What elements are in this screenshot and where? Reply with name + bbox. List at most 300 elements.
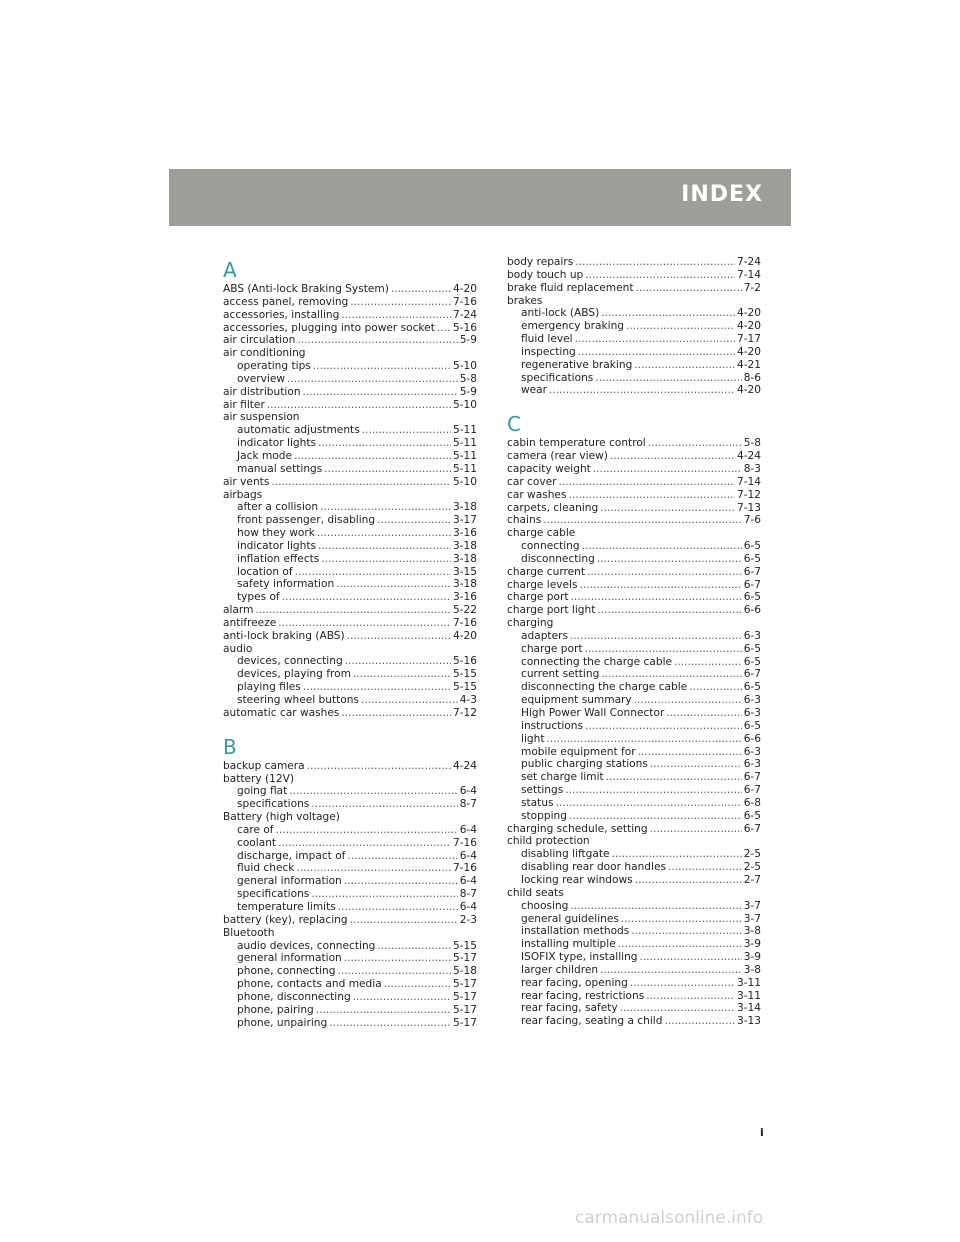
- leader-dots: [267, 399, 451, 412]
- index-entry: [223, 617, 477, 630]
- leader-dots: [350, 296, 451, 309]
- entry-page: 7-14: [736, 475, 761, 488]
- entry-page: 3-18: [452, 501, 477, 514]
- leader-dots: [635, 282, 741, 295]
- leader-dots: [320, 501, 451, 514]
- entry-page: 4-20: [736, 384, 761, 397]
- entry-page: 6-4: [459, 875, 477, 888]
- entry-page: 7-16: [452, 616, 477, 629]
- leader-dots: [575, 333, 735, 346]
- index-subentry: [507, 320, 761, 333]
- entry-page: 4-3: [459, 694, 477, 706]
- page-number: i: [760, 1126, 764, 1139]
- entry-page: 8-6: [743, 371, 761, 384]
- entry-page: 5-17: [452, 952, 477, 965]
- entry-label: carpets, cleaning: [507, 501, 599, 514]
- entry-page: 3-7: [743, 899, 761, 912]
- index-entry: [507, 566, 761, 579]
- index-entry: [507, 579, 761, 592]
- index-subentry: [507, 861, 761, 874]
- entry-label: charge levels: [507, 578, 578, 591]
- entry-label: mobile equipment for: [521, 745, 636, 758]
- entry-label: inflation effects: [237, 552, 320, 565]
- entry-page: 5-17: [452, 990, 477, 1003]
- index-heading: air suspension: [223, 411, 300, 424]
- entry-label: emergency braking: [521, 320, 625, 333]
- index-subentry: [507, 384, 761, 397]
- entry-page: 5-16: [452, 321, 477, 334]
- leader-dots: [630, 977, 735, 990]
- entry-page: 4-20: [736, 307, 761, 320]
- entry-label: air filter: [223, 398, 265, 411]
- entry-label: general information: [237, 875, 342, 888]
- index-heading: airbags: [223, 488, 263, 501]
- leader-dots: [289, 785, 457, 798]
- entry-page: 3-11: [736, 976, 761, 989]
- index-subentry: [223, 978, 477, 991]
- entry-page: 6-3: [743, 629, 761, 642]
- leader-dots: [618, 938, 742, 951]
- leader-dots: [338, 965, 451, 978]
- leader-dots: [276, 824, 458, 837]
- entry-page: 4-20: [452, 629, 477, 642]
- entry-page: 8-7: [459, 798, 477, 811]
- entry-page: 7-14: [736, 268, 761, 281]
- entry-label: charge port: [521, 642, 583, 655]
- index-entry: [507, 489, 761, 502]
- entry-page: 6-5: [743, 642, 761, 655]
- index-entry: [507, 514, 761, 527]
- entry-page: 5-17: [452, 1016, 477, 1029]
- entry-page: 3-16: [452, 591, 477, 604]
- index-subentry: [507, 1002, 761, 1015]
- entry-label: operating tips: [237, 360, 311, 373]
- entry-page: 3-13: [736, 1015, 761, 1028]
- leader-dots: [316, 1004, 451, 1017]
- entry-label: brake fluid replacement: [507, 281, 634, 294]
- index-entry: [507, 282, 761, 295]
- leader-dots: [318, 437, 451, 450]
- leader-dots: [384, 978, 451, 991]
- entry-page: 6-7: [743, 668, 761, 681]
- entry-label: equipment summary: [521, 694, 632, 707]
- entry-page: 3-11: [736, 989, 761, 1002]
- leader-dots: [621, 913, 742, 926]
- entry-page: 7-16: [452, 862, 477, 875]
- entry-label: settings: [521, 784, 564, 797]
- entry-page: 6-5: [743, 809, 761, 822]
- entry-label: capacity weight: [507, 462, 591, 475]
- index-entry: [223, 760, 477, 773]
- index-entry: [223, 296, 477, 309]
- entry-page: 6-7: [743, 771, 761, 784]
- index-entry: [223, 334, 477, 347]
- index-subentry: [223, 514, 477, 527]
- entry-page: 6-3: [743, 694, 761, 707]
- index-entry: [223, 309, 477, 322]
- entry-label: backup camera: [223, 759, 305, 772]
- entry-label: camera (rear view): [507, 450, 608, 463]
- entry-label: alarm: [223, 604, 254, 617]
- entry-page: 2-3: [459, 913, 477, 926]
- leader-dots: [353, 991, 451, 1004]
- entry-page: 5-11: [452, 424, 477, 437]
- leader-dots: [580, 579, 742, 592]
- entry-page: 6-5: [743, 540, 761, 553]
- entry-label: audio devices, connecting: [237, 939, 376, 952]
- leader-dots: [559, 476, 735, 489]
- entry-label: general guidelines: [521, 912, 619, 925]
- entry-page: 5-17: [452, 978, 477, 991]
- entry-label: temperature limits: [237, 900, 336, 913]
- entry-label: antifreeze: [223, 616, 277, 629]
- leader-dots: [600, 964, 742, 977]
- leader-dots: [568, 489, 734, 502]
- index-entry: [507, 502, 761, 515]
- entry-page: 6-7: [743, 822, 761, 835]
- entry-label: car cover: [507, 475, 557, 488]
- leader-dots: [391, 283, 451, 296]
- entry-label: coolant: [237, 836, 277, 849]
- index-subentry: [223, 437, 477, 450]
- index-subentry: [223, 785, 477, 798]
- entry-page: 3-18: [452, 552, 477, 565]
- leader-dots: [362, 424, 451, 437]
- index-subentry: [223, 527, 477, 540]
- leader-dots: [278, 837, 451, 850]
- entry-label: phone, unpairing: [237, 1016, 328, 1029]
- section-letter: B: [223, 734, 237, 759]
- entry-label: instructions: [521, 719, 584, 732]
- entry-label: connecting: [521, 540, 580, 553]
- leader-dots: [287, 373, 458, 386]
- entry-label: chains: [507, 514, 542, 527]
- entry-page: 7-16: [452, 836, 477, 849]
- leader-dots: [311, 798, 457, 811]
- index-subentry: [507, 913, 761, 926]
- index-subentry: [507, 681, 761, 694]
- entry-label: connecting the charge cable: [521, 655, 673, 668]
- page-title: INDEX: [681, 182, 763, 207]
- leader-dots: [634, 694, 742, 707]
- entry-label: specifications: [237, 888, 310, 901]
- index-header-bar: [169, 169, 791, 226]
- index-subentry: [223, 463, 477, 476]
- leader-dots: [620, 1002, 735, 1015]
- leader-dots: [587, 566, 742, 579]
- index-subentry: [223, 450, 477, 463]
- entry-page: 6-6: [743, 732, 761, 745]
- index-subentry: [223, 694, 477, 707]
- index-entry: [507, 463, 761, 476]
- leader-dots: [282, 591, 451, 604]
- entry-page: 7-6: [743, 514, 761, 527]
- entry-label: accessories, installing: [223, 308, 340, 321]
- entry-label: inspecting: [521, 345, 576, 358]
- entry-label: charge port: [507, 591, 569, 604]
- index-subentry: [223, 360, 477, 373]
- leader-dots: [313, 360, 451, 373]
- section-letter: A: [223, 258, 237, 282]
- index-subentry: [507, 797, 761, 810]
- entry-label: public charging stations: [521, 758, 648, 771]
- entry-label: charge port light: [507, 604, 596, 617]
- entry-label: charge current: [507, 565, 586, 578]
- index-subentry: [507, 848, 761, 861]
- entry-label: indicator lights: [237, 437, 316, 450]
- entry-page: 7-24: [736, 256, 761, 268]
- leader-dots: [570, 900, 741, 913]
- entry-label: High Power Wall Connector: [521, 707, 665, 719]
- leader-dots: [437, 322, 451, 335]
- leader-dots: [638, 746, 742, 759]
- entry-page: 5-16: [452, 655, 477, 668]
- entry-page: 4-24: [452, 759, 477, 772]
- entry-page: 5-11: [452, 437, 477, 450]
- index-subentry: [507, 874, 761, 887]
- index-subentry: [223, 850, 477, 863]
- entry-page: 7-12: [452, 706, 477, 719]
- leader-dots: [255, 604, 451, 617]
- entry-page: 3-9: [743, 951, 761, 964]
- index-subentry: [507, 346, 761, 359]
- index-entry: [507, 604, 761, 617]
- entry-page: 6-4: [459, 849, 477, 862]
- leader-dots: [631, 925, 741, 938]
- leader-dots: [347, 850, 457, 863]
- index-subentry: [223, 1004, 477, 1017]
- entry-label: phone, contacts and media: [237, 978, 382, 991]
- entry-page: 5-18: [452, 965, 477, 978]
- leader-dots: [565, 784, 741, 797]
- entry-label: accessories, plugging into power socket: [223, 321, 435, 334]
- index-column-left: [223, 253, 477, 1029]
- entry-page: 6-5: [743, 655, 761, 668]
- index-entry: [223, 476, 477, 489]
- index-entry: [507, 256, 761, 269]
- index-entry: [223, 707, 477, 720]
- entry-label: indicator lights: [237, 539, 316, 552]
- leader-dots: [311, 888, 457, 901]
- entry-label: how they work: [237, 527, 315, 540]
- entry-label: fluid level: [521, 333, 573, 346]
- entry-label: fluid check: [237, 862, 295, 875]
- entry-label: rear facing, safety: [521, 1002, 618, 1015]
- entry-label: care of: [237, 823, 274, 836]
- leader-dots: [593, 463, 742, 476]
- leader-dots: [321, 553, 451, 566]
- index-entry: [223, 630, 477, 643]
- entry-page: 2-5: [743, 861, 761, 874]
- leader-dots: [296, 862, 451, 875]
- entry-page: 6-4: [459, 823, 477, 836]
- leader-dots: [597, 553, 742, 566]
- entry-label: Jack mode: [237, 449, 292, 462]
- entry-page: 5-8: [459, 372, 477, 385]
- index-subentry: [507, 938, 761, 951]
- entry-label: current setting: [521, 668, 600, 681]
- leader-dots: [585, 269, 735, 282]
- entry-page: 6-8: [743, 796, 761, 809]
- leader-dots: [635, 874, 742, 887]
- leader-dots: [640, 951, 742, 964]
- entry-label: devices, connecting: [237, 655, 343, 668]
- entry-label: going flat: [237, 785, 288, 798]
- index-entry: [223, 604, 477, 617]
- index-heading: charging: [507, 617, 554, 630]
- index-entry: [507, 476, 761, 489]
- entry-page: 7-13: [736, 501, 761, 514]
- entry-label: access panel, removing: [223, 295, 349, 308]
- entry-page: 4-20: [736, 345, 761, 358]
- leader-dots: [689, 681, 741, 694]
- entry-label: locking rear windows: [521, 873, 633, 886]
- leader-dots: [377, 940, 451, 953]
- index-subentry: [223, 424, 477, 437]
- entry-page: 4-20: [736, 320, 761, 333]
- entry-page: 2-7: [743, 873, 761, 886]
- index-heading: battery (12V): [223, 772, 295, 785]
- index-subentry: [223, 824, 477, 837]
- index-subentry: [507, 810, 761, 823]
- entry-label: choosing: [521, 899, 569, 912]
- index-subentry: [223, 540, 477, 553]
- entry-page: 4-20: [452, 283, 477, 295]
- index-subentry: [507, 656, 761, 669]
- leader-dots: [329, 1017, 451, 1030]
- leader-dots: [347, 630, 451, 643]
- index-entry: [223, 399, 477, 412]
- index-subentry: [223, 952, 477, 965]
- entry-page: 5-10: [452, 398, 477, 411]
- leader-dots: [601, 668, 741, 681]
- index-subentry: [507, 333, 761, 346]
- entry-label: rear facing, seating a child: [521, 1015, 663, 1028]
- leader-dots: [600, 502, 735, 515]
- entry-page: 5-11: [452, 462, 477, 475]
- index-subentry: [223, 991, 477, 1004]
- entry-label: body repairs: [507, 256, 574, 268]
- leader-dots: [664, 1015, 734, 1028]
- entry-label: rear facing, opening: [521, 976, 628, 989]
- entry-label: front passenger, disabling: [237, 514, 376, 527]
- entry-label: automatic car washes: [223, 706, 340, 719]
- entry-label: specifications: [521, 371, 594, 384]
- leader-dots: [650, 758, 742, 771]
- leader-dots: [666, 707, 741, 720]
- entry-label: air vents: [223, 475, 270, 488]
- entry-label: manual settings: [237, 462, 323, 475]
- index-subentry: [507, 668, 761, 681]
- entry-label: types of: [237, 591, 280, 604]
- leader-dots: [303, 681, 451, 694]
- index-subentry: [507, 964, 761, 977]
- index-subentry: [223, 591, 477, 604]
- entry-page: 2-5: [743, 848, 761, 861]
- leader-dots: [546, 733, 741, 746]
- entry-label: discharge, impact of: [237, 849, 346, 862]
- entry-label: automatic adjustments: [237, 424, 360, 437]
- entry-page: 7-12: [736, 488, 761, 501]
- index-entry: [507, 269, 761, 282]
- index-subentry: [507, 900, 761, 913]
- index-subentry: [507, 707, 761, 720]
- leader-dots: [597, 604, 741, 617]
- index-subentry: [507, 951, 761, 964]
- entry-page: 6-4: [459, 900, 477, 913]
- entry-page: 7-16: [452, 295, 477, 308]
- leader-dots: [595, 372, 741, 385]
- leader-dots: [578, 346, 735, 359]
- index-subentry: [223, 578, 477, 591]
- index-subentry: [223, 798, 477, 811]
- leader-dots: [570, 630, 742, 643]
- entry-page: 6-3: [743, 707, 761, 719]
- index-subentry: [223, 1017, 477, 1030]
- entry-label: regenerative braking: [521, 358, 633, 371]
- entry-label: wear: [521, 384, 548, 397]
- entry-page: 6-7: [743, 784, 761, 797]
- leader-dots: [303, 386, 458, 399]
- entry-page: 6-3: [743, 745, 761, 758]
- index-subentry: [507, 977, 761, 990]
- entry-page: 6-5: [743, 719, 761, 732]
- entry-page: 6-7: [743, 565, 761, 578]
- leader-dots: [668, 861, 742, 874]
- entry-page: 4-21: [736, 358, 761, 371]
- leader-dots: [295, 566, 451, 579]
- entry-page: 4-24: [736, 450, 761, 463]
- index-subentry: [223, 862, 477, 875]
- index-subentry: [507, 925, 761, 938]
- leader-dots: [361, 694, 458, 707]
- index-subentry: [507, 553, 761, 566]
- leader-dots: [610, 450, 735, 463]
- index-subentry: [507, 720, 761, 733]
- entry-label: set charge limit: [521, 771, 604, 784]
- leader-dots: [294, 450, 451, 463]
- entry-page: 8-3: [743, 462, 761, 475]
- entry-label: anti-lock (ABS): [521, 307, 600, 320]
- leader-dots: [324, 463, 451, 476]
- entry-label: installing multiple: [521, 938, 616, 951]
- entry-page: 3-17: [452, 514, 477, 527]
- entry-page: 5-17: [452, 1003, 477, 1016]
- index-entry: [223, 283, 477, 296]
- leader-dots: [297, 334, 457, 347]
- index-subentry: [223, 681, 477, 694]
- index-entry: [507, 450, 761, 463]
- entry-label: phone, connecting: [237, 965, 336, 978]
- entry-page: 3-8: [743, 963, 761, 976]
- leader-dots: [317, 527, 451, 540]
- leader-dots: [634, 359, 735, 372]
- entry-label: specifications: [237, 798, 310, 811]
- entry-page: 6-5: [743, 591, 761, 604]
- leader-dots: [344, 875, 458, 888]
- entry-label: after a collision: [237, 501, 319, 514]
- index-subentry: [507, 694, 761, 707]
- leader-dots: [648, 437, 742, 450]
- index-subentry: [223, 668, 477, 681]
- leader-dots: [601, 307, 735, 320]
- entry-label: disconnecting the charge cable: [521, 681, 688, 694]
- index-subentry: [223, 553, 477, 566]
- index-subentry: [507, 746, 761, 759]
- index-subentry: [507, 643, 761, 656]
- index-subentry: [223, 965, 477, 978]
- entry-page: 5-15: [452, 681, 477, 694]
